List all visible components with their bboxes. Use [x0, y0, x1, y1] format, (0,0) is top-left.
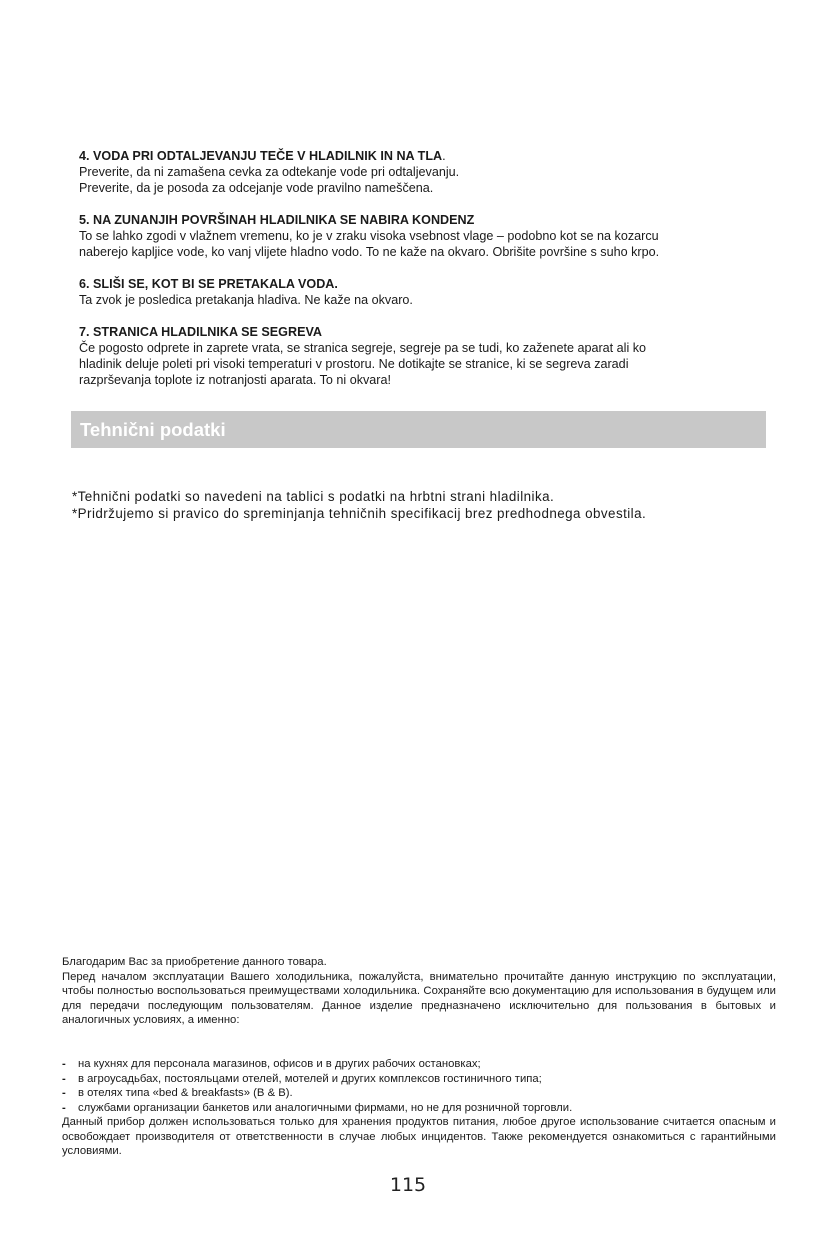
technical-notes: [72, 489, 772, 522]
item-5-line-1: To se lahko zgodi v vlažnem vremenu, ko je v zraku visoka vsebnost vlage – podobno kot se na kozarcu: [79, 229, 659, 243]
technical-data-header: [71, 411, 766, 448]
list-item: - на кухнях для персонала магазинов, офисов и в других рабочих остановках;: [62, 1058, 481, 1070]
list-item: - службами организации банкетов или аналогичными фирмами, но не для розничной торговли.: [62, 1101, 573, 1114]
item-4-line-2: Preverite, da je posoda za odcejanje vode pravilno nameščena.: [79, 181, 434, 195]
troubleshooting-item-4: [79, 148, 759, 196]
list-item: - в отелях типа «bed & breakfasts» (B & B).: [62, 1087, 293, 1099]
troubleshooting-item-6: [79, 276, 759, 308]
item-5-heading: 5. NA ZUNANJIH POVRŠINAH HLADILNIKA SE NABIRA KONDENZ: [79, 213, 475, 227]
item-5-line-2: naberejo kapljice vode, ko vanj vlijete hladno vodo. To ne kaže na okvaro. Obrišite površine s suho krpo.: [79, 245, 660, 259]
item-6-heading: 6. SLIŠI SE, KOT BI SE PRETAKALA VODA.: [79, 277, 338, 291]
item-7-heading: 7. STRANICA HLADILNIKA SE SEGREVA: [79, 325, 323, 339]
bullet-dash: -: [62, 1058, 66, 1070]
russian-closing-text: Данный прибор должен использоваться только для хранения продуктов питания, любое другое использование считается опасным и освобождает производителя от ответственности в случае любых инцидентов. Также рекомендуется ознакомиться с гарантийными условиями.: [62, 1116, 776, 1157]
item-4-heading: 4. VODA PRI ODTALJEVANJU TEČE V HLADILNIK IN NA TLA.: [79, 149, 446, 163]
page-number: 115: [389, 1174, 427, 1196]
technical-note-2: *Pridržujemo si pravico do spreminjanja tehničnih specifikacij brez predhodnega obvestila.: [72, 505, 647, 521]
item-7-line-1: Če pogosto odprete in zaprete vrata, se stranica segreje, segreje pa se tudi, ko zaženete aparat ali ko: [79, 341, 647, 355]
item-4-line-1: Preverite, da ni zamašena cevka za odtekanje vode pri odtaljevanju.: [79, 165, 460, 179]
bullet-dash: -: [62, 1101, 66, 1114]
item-7-line-3: razprševanja toplote iz notranjosti aparata. To ni okvara!: [79, 373, 391, 387]
russian-usage-list: [62, 1057, 776, 1115]
technical-data-title: Tehnični podatki: [80, 419, 226, 440]
russian-closing: [62, 1115, 776, 1159]
technical-note-1: *Tehnični podatki so navedeni na tablici s podatki na hrbtni strani hladilnika.: [72, 489, 555, 504]
item-7-line-2: hladinik deluje poleti pri visoki temperaturi v prostoru. Ne dotikajte se stranice, ki se segreva zaradi: [79, 357, 629, 371]
troubleshooting-item-7: [79, 324, 759, 388]
item-6-line-1: Ta zvok je posledica pretakanja hladiva. Ne kaže na okvaro.: [79, 293, 413, 307]
russian-instructions: Перед началом эксплуатации Вашего холодильника, пожалуйста, внимательно прочитайте данную инструкцию по эксплуатации, чтобы полностью воспользоваться преимуществами холодильника. Сохраняйте всю документацию для использования в будущем или для передачи последующим пользователям. Данное изделие предназначено исключительно для пользования в бытовых и аналогичных условиях, а именно:: [62, 970, 776, 1026]
bullet-dash: -: [62, 1072, 66, 1085]
russian-thanks: Благодарим Вас за приобретение данного товара.: [62, 956, 327, 968]
list-item: - в агроусадьбах, постояльцами отелей, мотелей и других комплексов гостиничного типа;: [62, 1072, 542, 1085]
bullet-dash: -: [62, 1087, 66, 1099]
troubleshooting-item-5: [79, 212, 759, 260]
russian-intro: [62, 955, 776, 1028]
